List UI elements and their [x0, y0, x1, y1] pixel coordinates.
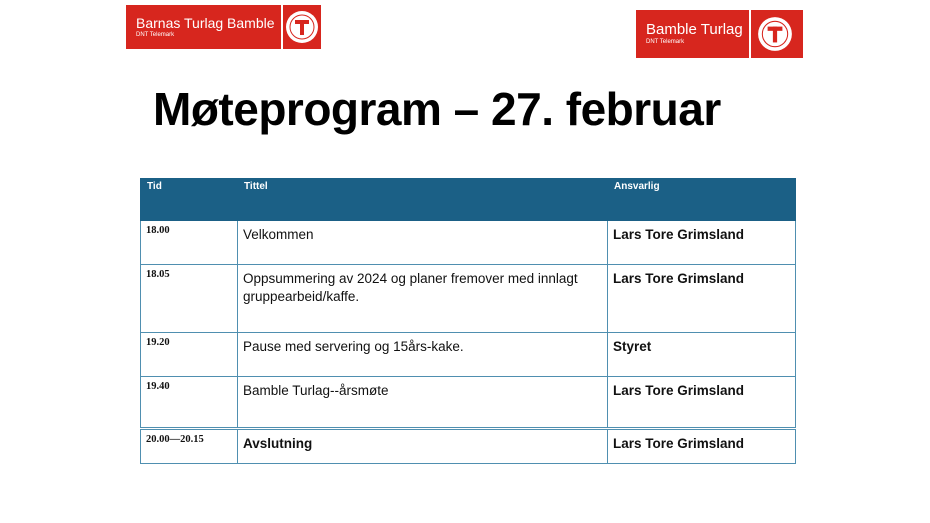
dnt-t-logo-icon: [281, 5, 321, 49]
cell-ansvarlig: Lars Tore Grimsland: [608, 265, 796, 333]
program-table: [140, 178, 796, 464]
cell-tid: 19.20: [141, 333, 238, 377]
cell-tittel: Pause med servering og 15års-kake.: [238, 333, 608, 377]
cell-ansvarlig: Styret: [608, 333, 796, 377]
column-header-tittel: Tittel: [238, 179, 608, 221]
cell-tittel: Bamble Turlag--årsmøte: [238, 377, 608, 429]
dnt-t-logo-icon: [749, 10, 799, 58]
column-header-tid: Tid: [141, 179, 238, 221]
cell-tittel: Oppsummering av 2024 og planer fremover med innlagt gruppearbeid/kaffe.: [238, 265, 608, 333]
logo-name: Barnas Turlag Bamble: [136, 15, 275, 31]
table-row: [141, 377, 796, 429]
cell-tittel: Velkommen: [238, 221, 608, 265]
table-row: [141, 429, 796, 464]
logo-bamble-turlag: [636, 10, 803, 58]
cell-tid: 18.00: [141, 221, 238, 265]
cell-ansvarlig: Lars Tore Grimsland: [608, 221, 796, 265]
logo-barnas-turlag-bamble: [126, 5, 321, 49]
cell-ansvarlig: Lars Tore Grimsland: [608, 377, 796, 429]
cell-tid: 18.05: [141, 265, 238, 333]
logo-name: Bamble Turlag: [646, 21, 743, 38]
logo-subtitle: DNT Telemark: [136, 32, 175, 38]
cell-tid: 19.40: [141, 377, 238, 429]
table-header-row: [141, 179, 796, 221]
cell-ansvarlig: Lars Tore Grimsland: [608, 429, 796, 464]
column-header-ansvarlig: Ansvarlig: [608, 179, 796, 221]
cell-tid: 20.00—20.15: [141, 429, 238, 464]
cell-tittel: Avslutning: [238, 429, 608, 464]
table-row: [141, 333, 796, 377]
page-title: Møteprogram – 27. februar: [153, 83, 721, 135]
table-row: [141, 221, 796, 265]
logo-subtitle: DNT Telemark: [646, 39, 685, 45]
table-row: [141, 265, 796, 333]
